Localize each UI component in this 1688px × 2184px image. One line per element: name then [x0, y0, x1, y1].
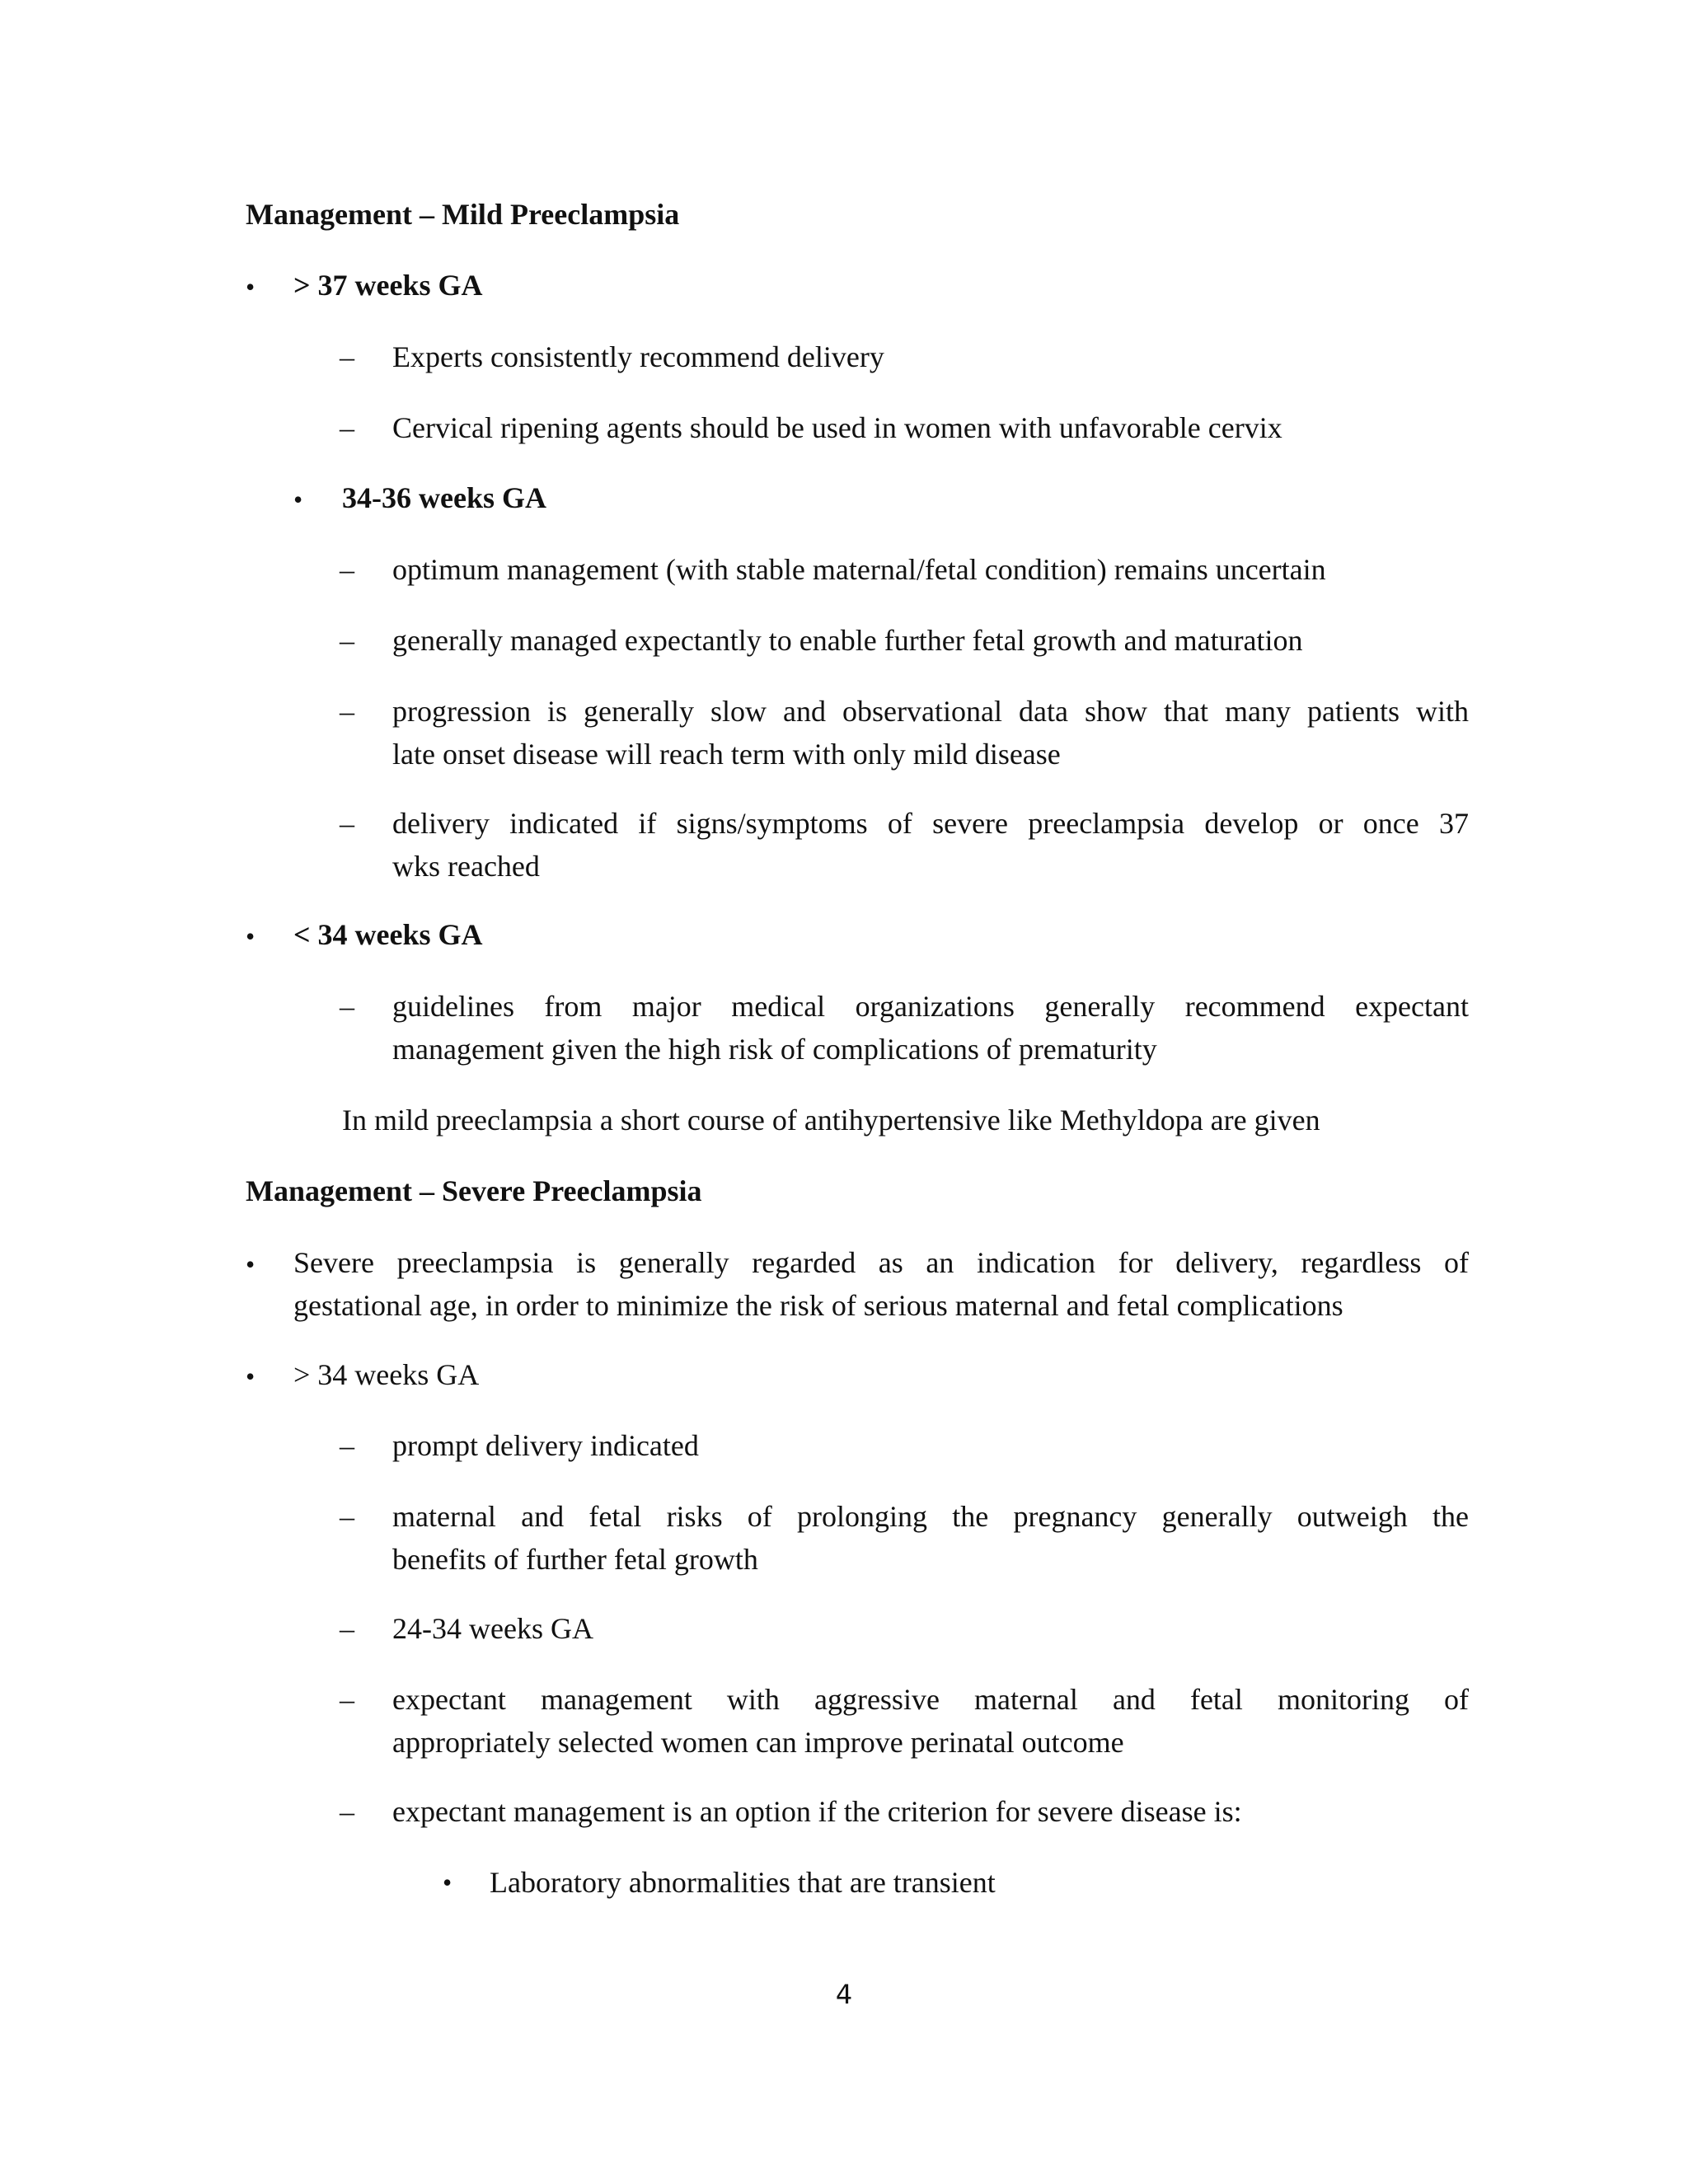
subheading-ga34: < 34 weeks GA [293, 918, 483, 951]
list-item: maternal and fetal risks of prolonging the pregnancy generally outweigh the [392, 1500, 1469, 1533]
list-item: expectant management with aggressive maternal and fetal monitoring of [392, 1683, 1469, 1716]
dash-icon: – [340, 624, 354, 657]
list-item: delivery indicated if signs/symptoms of severe preeclampsia develop or once 37 [392, 807, 1469, 840]
subheading-ga3436: 34-36 weeks GA [342, 481, 546, 514]
page-number: 4 [835, 1979, 853, 2010]
bullet-icon: • [246, 921, 256, 951]
list-item-continuation: wks reached [392, 850, 540, 883]
list-item-continuation: benefits of further fetal growth [392, 1543, 758, 1576]
dash-icon: – [340, 340, 354, 373]
subheading-ga34plus: > 34 weeks GA [293, 1358, 480, 1391]
list-item: expectant management is an option if the criterion for severe disease is: [392, 1795, 1242, 1828]
dash-icon: – [340, 1795, 354, 1828]
dash-icon: – [340, 1683, 354, 1716]
section-heading-mild: Management – Mild Preeclampsia [246, 198, 680, 231]
list-item: Cervical ripening agents should be used in women with unfavorable cervix [392, 411, 1282, 444]
dash-icon: – [340, 553, 354, 586]
list-item: prompt delivery indicated [392, 1429, 699, 1462]
intro-text: Severe preeclampsia is generally regarded as an indication for delivery, regardless of [293, 1246, 1469, 1279]
bullet-icon: • [246, 272, 256, 302]
list-item-continuation: late onset disease will reach term with only mild disease [392, 738, 1061, 771]
dash-icon: – [340, 695, 354, 728]
list-item: guidelines from major medical organizations generally recommend expectant [392, 990, 1469, 1023]
list-item: Experts consistently recommend delivery [392, 340, 884, 373]
bullet-icon: • [293, 485, 303, 514]
list-item: progression is generally slow and observational data show that many patients with [392, 695, 1469, 728]
sub-list-item: Laboratory abnormalities that are transient [490, 1866, 996, 1899]
subheading-ga37: > 37 weeks GA [293, 269, 483, 302]
note-text: In mild preeclampsia a short course of antihypertensive like Methyldopa are given [342, 1104, 1320, 1137]
intro-text-continuation: gestational age, in order to minimize the risk of serious maternal and fetal complications [293, 1289, 1343, 1322]
dash-icon: – [340, 807, 354, 840]
dash-icon: – [340, 411, 354, 444]
bullet-icon: • [443, 1868, 452, 1897]
list-item: optimum management (with stable maternal/fetal condition) remains uncertain [392, 553, 1326, 586]
dash-icon: – [340, 1429, 354, 1462]
list-item-continuation: appropriately selected women can improve perinatal outcome [392, 1726, 1124, 1759]
dash-icon: – [340, 990, 354, 1023]
bullet-icon: • [246, 1361, 256, 1391]
list-item: generally managed expectantly to enable further fetal growth and maturation [392, 624, 1303, 657]
list-item-continuation: management given the high risk of complications of prematurity [392, 1033, 1157, 1066]
list-item: 24-34 weeks GA [392, 1612, 593, 1645]
bullet-icon: • [246, 1249, 256, 1279]
dash-icon: – [340, 1612, 354, 1645]
section-heading-severe: Management – Severe Preeclampsia [246, 1174, 702, 1207]
dash-icon: – [340, 1500, 354, 1533]
